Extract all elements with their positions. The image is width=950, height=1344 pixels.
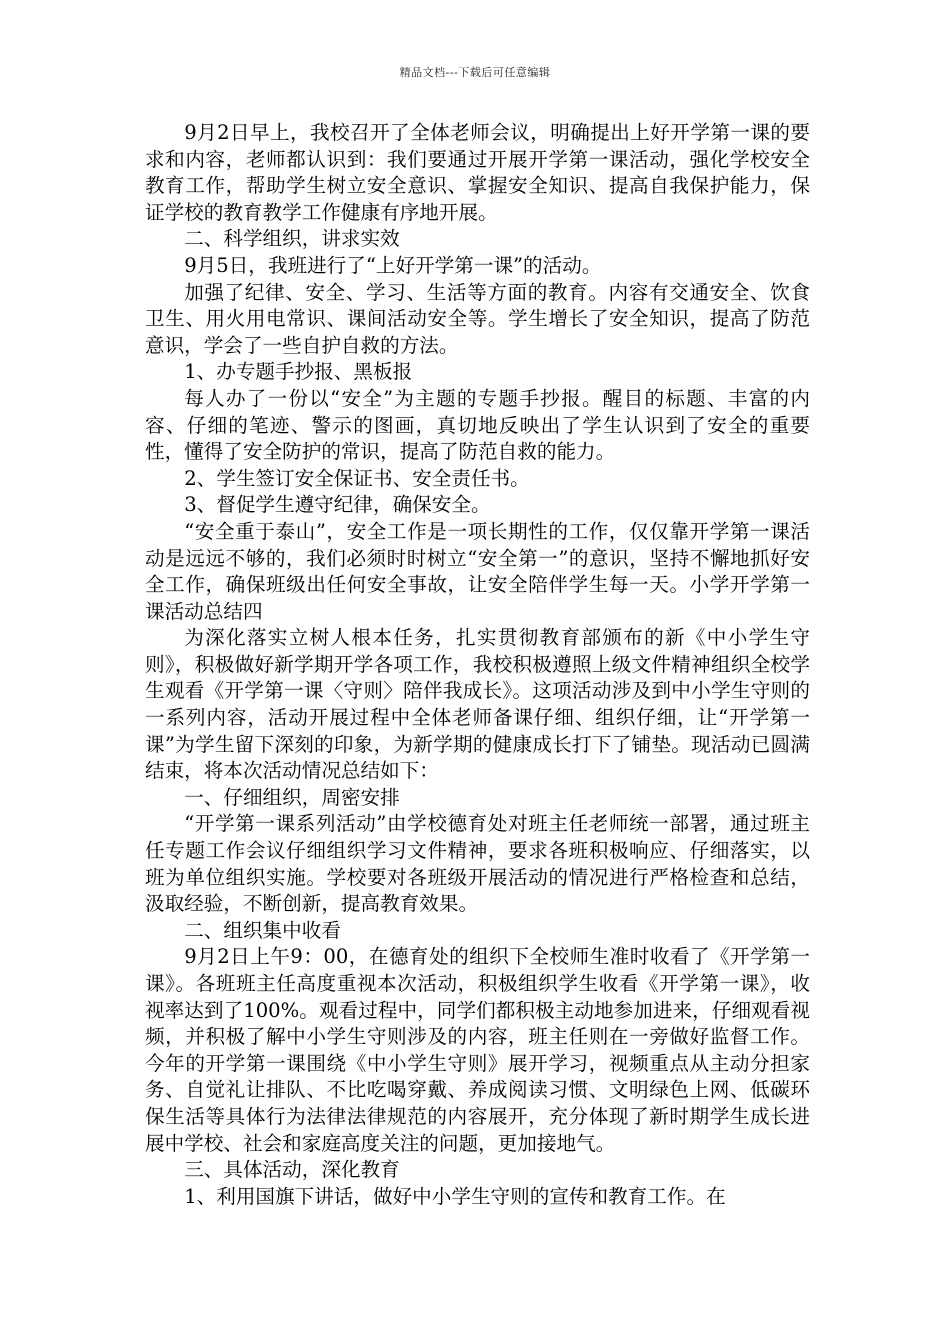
paragraph: 二、组织集中收看 [184, 918, 341, 942]
paragraph: 一、仔细组织，周密安排 [184, 785, 400, 809]
paragraph: 3、督促学生遵守纪律，确保安全。 [184, 493, 491, 517]
paragraph: 1、利用国旗下讲话，做好中小学生守则的宣传和教育工作。在 [184, 1184, 726, 1208]
document-body [145, 120, 810, 1210]
paragraph: 9月5日，我班进行了“上好开学第一课”的活动。 [184, 253, 602, 277]
page-header: 精品文档---下载后可任意编辑 [399, 66, 551, 79]
paragraph: 为深化落实立树人根本任务，扎实贯彻教育部颁布的新《中小学生守则》，积极做好新学期开学各项工作，我校积极遵照上级文件精神组织全校学生观看《开学第一课〈守则〉陪伴我成长》。这项活动涉及到中小学生守则的一系列内容，活动开展过程中全体老师备课仔细、组织仔细，让“开学第一课”为学生留下深刻的印象，为新学期的健康成长打下了铺垫。现活动已圆满结束，将本次活动情况总结如下： [145, 626, 810, 783]
paragraph: 2、学生签订安全保证书、安全责任书。 [184, 466, 530, 490]
paragraph: “开学第一课系列活动”由学校德育处对班主任老师统一部署，通过班主任专题工作会议仔细组织学习文件精神，要求各班积极响应、仔细落实，以班为单位组织实施。学校要对各班级开展活动的情况进行严格检查和总结，汲取经验，不断创新，提高教育效果。 [145, 812, 810, 916]
paragraph: 9月2日早上，我校召开了全体老师会议，明确提出上好开学第一课的要求和内容，老师都认识到：我们要通过开展开学第一课活动，强化学校安全教育工作，帮助学生树立安全意识、掌握安全知识、提高自我保护能力，保证学校的教育教学工作健康有序地开展。 [145, 121, 810, 224]
paragraph: 1、办专题手抄报、黑板报 [184, 360, 413, 384]
paragraph: 三、具体活动，深化教育 [184, 1158, 400, 1182]
paragraph: 9月2日上午9：00，在德育处的组织下全校师生准时收看了《开学第一课》。各班班主任高度重视本次活动，积极组织学生收看《开学第一课》，收视率达到了100%。观看过程中，同学们都积极主动地参加进来，仔细观看视频，并积极了解中小学生守则涉及的内容，班主任则在一旁做好监督工作。今年的开学第一课围绕《中小学生守则》展开学习，视频重点从主动分担家务、自觉礼让排队、不比吃喝穿戴、养成阅读习惯、文明绿色上网、低碳环保生活等具体行为法律法律规范的内容展开，充分体现了新时期学生成长进展中学校、社会和家庭高度关注的问题，更加接地气。 [145, 945, 810, 1155]
paragraph: “安全重于泰山”，安全工作是一项长期性的工作，仅仅靠开学第一课活动是远远不够的，我们必须时时树立“安全第一”的意识，坚持不懈地抓好安全工作，确保班级出任何安全事故，让安全陪伴学生每一天。小学开学第一课活动总结四 [145, 519, 810, 623]
paragraph: 加强了纪律、安全、学习、生活等方面的教育。内容有交通安全、饮食卫生、用火用电常识、课间活动安全等。学生增长了安全知识，提高了防范意识，学会了一些自护自救的方法。 [145, 280, 810, 357]
paragraph: 二、科学组织，讲求实效 [184, 227, 400, 251]
paragraph: 每人办了一份以“安全”为主题的专题手抄报。醒目的标题、丰富的内容、仔细的笔迹、警示的图画，真切地反映出了学生认识到了安全的重要性，懂得了安全防护的常识，提高了防范自救的能力。 [145, 386, 810, 464]
